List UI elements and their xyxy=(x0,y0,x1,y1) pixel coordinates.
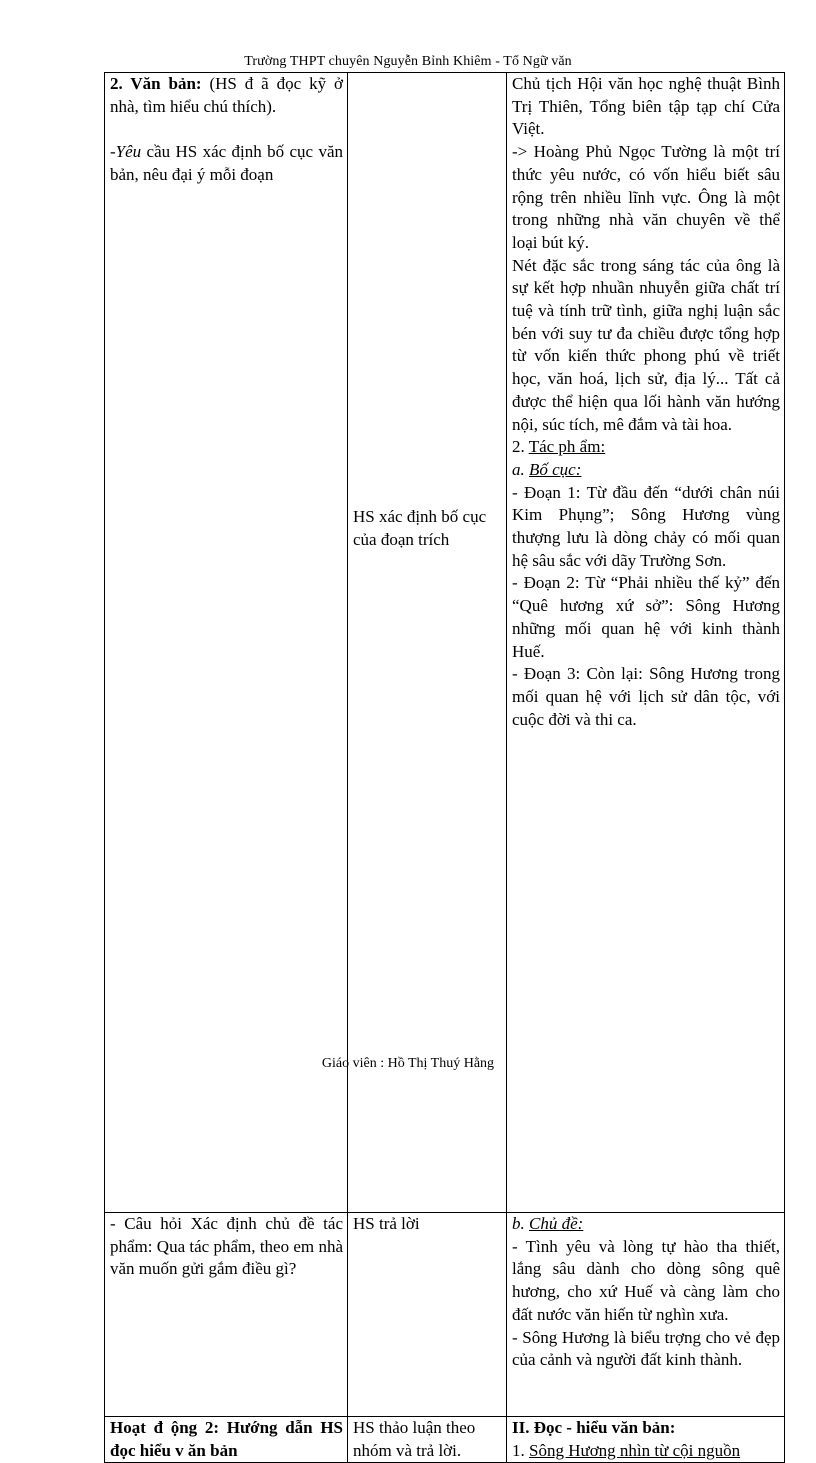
content-cell xyxy=(507,1213,785,1417)
structure-label: Bố cục: xyxy=(529,459,582,479)
theme-heading xyxy=(512,1213,780,1236)
subsection-label: Sông Hương nhìn từ cội nguồn xyxy=(529,1440,741,1460)
theme-paragraph-1: - Tình yêu và lòng tự hào tha thiết, lắng sâu dành cho dòng sông quê hương, cho xứ Huế và càng làm cho đất nước văn hiến từ nghìn xưa. xyxy=(512,1236,780,1324)
blank-line xyxy=(110,118,343,141)
teacher-activity-cell xyxy=(105,1213,348,1417)
theme-prefix: b. xyxy=(512,1214,529,1233)
section-2-description: - Đoạn 2: Từ “Phải nhiều thế kỷ” đến “Quê hương xứ sở”: Sông Hương những mối quan hệ với kinh thành Huế. xyxy=(512,573,780,661)
author-paragraph-3: Nét đặc sắc trong sáng tác của ông là sự kết hợp nhuần nhuyễn giữa chất trí tuệ và tính trữ tình, giữa nghị luận sắc bén với suy tư đa chiều được tổng hợp từ vốn kiến thức phong phú về triết học, văn hoá, lịch sử, địa lý... Tất cả được thể hiện qua lối hành văn hướng nội, súc tích, mê đắm và tài hoa. xyxy=(512,255,780,434)
author-paragraph-2: -> Hoàng Phủ Ngọc Tường là một trí thức yêu nước, có vốn hiểu biết sâu rộng trên nhiều lĩnh vực. Ông là một trong những nhà văn chuyên về thể loại bút ký. xyxy=(512,142,780,252)
section-3-description: - Đoạn 3: Còn lại: Sông Hương trong mối quan hệ với lịch sử dân tộc, với cuộc đời và thi ca. xyxy=(512,664,780,729)
text-section-heading xyxy=(110,73,343,118)
theme-question: - Câu hỏi Xác định chủ đề tác phẩm: Qua tác phẩm, theo em nhà văn muốn gửi gắm điều gì? xyxy=(110,1214,343,1279)
table-row xyxy=(105,1213,785,1417)
table-row xyxy=(105,1417,785,1463)
subsection-number: 1. xyxy=(512,1440,529,1460)
requirement-lead: -Yêu xyxy=(110,142,142,162)
section-1-description: - Đoạn 1: Từ đầu đến “dưới chân núi Kim Phụng”; Sông Hương vùng thượng lưu là dòng chảy có mối quan hệ sâu sắc với dãy Trường Sơn. xyxy=(512,482,780,570)
content-cell xyxy=(507,1417,785,1463)
content-cell xyxy=(507,73,785,1213)
structure-heading xyxy=(512,459,780,482)
theme-label: Chủ đề: xyxy=(529,1214,584,1233)
author-paragraph-1: Chủ tịch Hội văn học nghệ thuật Bình Trị Thiên, Tổng biên tập tạp chí Cửa Việt. xyxy=(512,74,780,139)
teacher-activity-cell xyxy=(105,1417,348,1463)
activity-2-heading: Hoạt đ ộng 2: Hướng dẫn HS đọc hiểu v ăn bản xyxy=(110,1418,343,1460)
teacher-activity-cell xyxy=(105,73,348,1213)
structure-requirement xyxy=(110,141,343,186)
student-activity-cell xyxy=(348,1213,507,1417)
cell-bottom-space xyxy=(110,187,343,390)
student-answer: HS trả lời xyxy=(353,1214,420,1233)
student-activity-text: HS xác định bố cục của đoạn trích xyxy=(353,507,487,549)
theme-paragraph-2: - Sông Hương là biểu trợng cho vẻ đẹp của cảnh và người đất kinh thành. xyxy=(512,1327,780,1370)
requirement-text: cầu HS xác định bố cục văn bản, nêu đại ý mỗi đoạn xyxy=(110,142,343,184)
text-section-note: (HS đ ã đọc kỹ ở nhà, tìm hiểu chú thích). xyxy=(110,74,343,116)
student-discussion: HS thảo luận theo nhóm và trả lời. xyxy=(353,1418,476,1460)
text-section-label: 2. Văn bản: xyxy=(110,74,202,93)
reading-section-heading: II. Đọc - hiểu văn bản: xyxy=(512,1418,676,1437)
page-header: Trường THPT chuyên Nguyễn Bỉnh Khiêm - Tổ Ngữ văn xyxy=(244,54,572,69)
work-heading-label: Tác ph ẩm: xyxy=(528,437,606,457)
work-heading xyxy=(512,436,780,459)
lesson-plan-table xyxy=(104,72,785,1463)
structure-prefix: a. xyxy=(512,459,529,479)
text-section-block xyxy=(110,73,343,390)
table-row xyxy=(105,73,785,1213)
subsection-heading xyxy=(512,1440,780,1463)
student-activity-cell xyxy=(348,73,507,1213)
page-footer: Giáo viên : Hồ Thị Thuý Hằng xyxy=(321,1056,495,1071)
student-activity-cell xyxy=(348,1417,507,1463)
work-heading-number: 2. xyxy=(512,437,529,457)
